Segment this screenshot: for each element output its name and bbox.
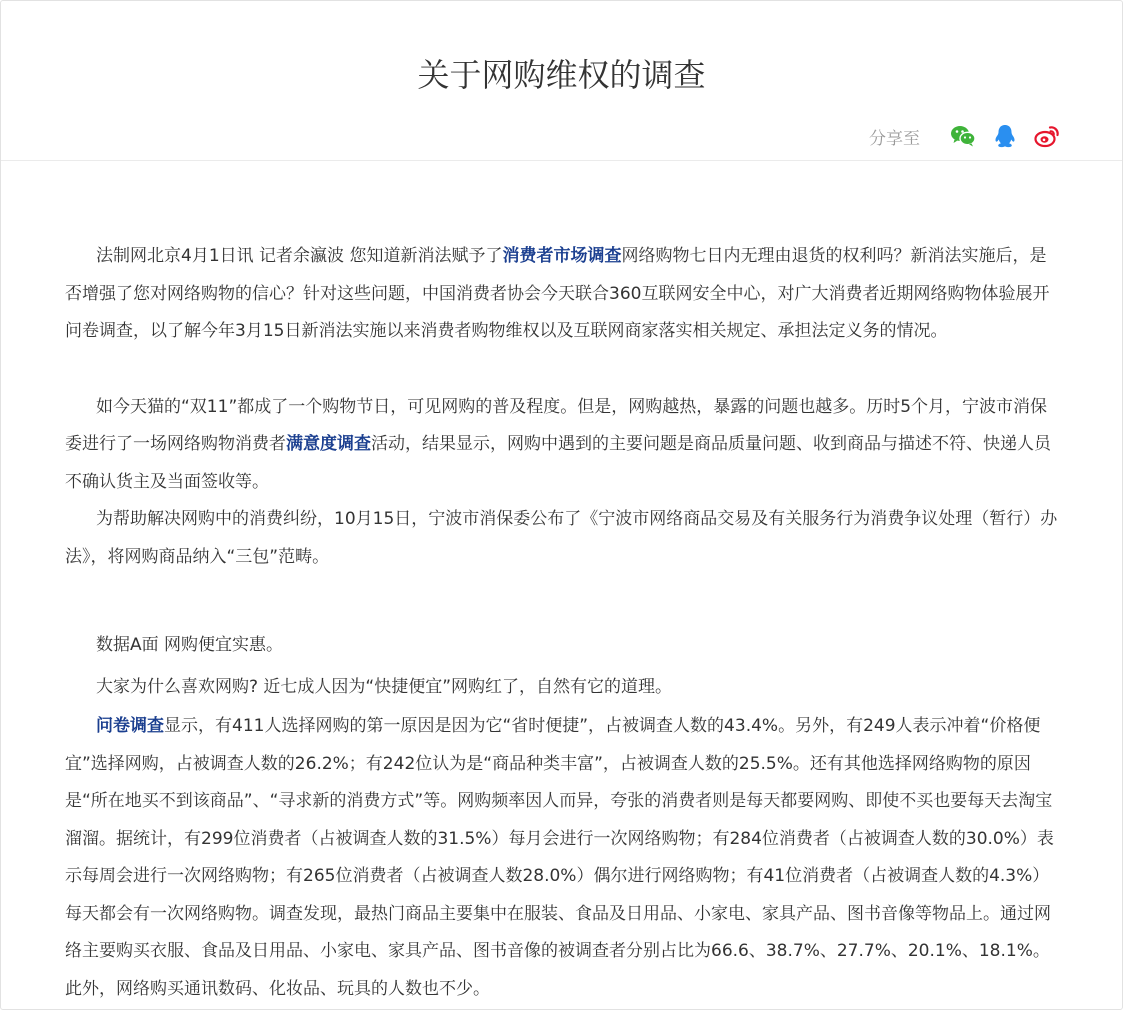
article-header xyxy=(1,1,1122,161)
share-label: 分享至 xyxy=(869,128,920,149)
weibo-icon[interactable] xyxy=(1034,123,1060,149)
paragraph-text: 显示，有411人选择网购的第一原因是因为它“省时便捷”，占被调查人数的43.4%。另外，有249人表示冲着“价格便宜”选择网购，占被调查人数的26.2%；有242位认为是“商品种类丰富”，占被调查人数的25.5%。还有其他选择网络购物的原因是“所在地买不到该商品”、“寻求新的消费方式”等。网购频率因人而异，夸张的消费者则是每天都要网购、即使不买也要每天去淘宝溜溜。据统计，有299位消费者（占被调查人数的31.5%）每月会进行一次网络购物；有284位消费者（占被调查人数的30.0%）表示每周会进行一次网络购物；有265位消费者（占被调查人数28.0%）偶尔进行网络购物；有41位消费者（占被调查人数的4.3%）每天都会有一次网络购物。调查发现，最热门商品主要集中在服装、食品及日用品、小家电、家具产品、图书音像等物品上。通过网络主要购买衣服、食品及日用品、小家电、家具产品、图书音像的被调查者分别占比为66.6、38.7%、27.7%、20.1%、18.1%。此外，网络购买通讯数码、化妆品、玩具的人数也不少。 xyxy=(65,716,1054,999)
paragraph-text: 网络购物七日内无理由退货的权利吗？新消法实施后，是否增强了您对网络购物的信心？针对这些问题，中国消费者协会今天联合360互联网安全中心，对广大消费者近期网络购物体验展开问卷调查，以了解今年3月15日新消法实施以来消费者购物维权以及互联网商家落实相关规定、承担法定义务的情况。 xyxy=(65,246,1050,341)
article-body xyxy=(65,238,1063,1008)
keyword-link-consumer-market-survey[interactable]: 消费者市场调查 xyxy=(502,246,622,266)
paragraph-survey-results xyxy=(65,708,1063,1008)
paragraph-text: 如今天猫的“双11”都成了一个购物节日，可见网购的普及程度。但是，网购越热，暴露的问题也越多。历时5个月，宁波市消保委进行了一场网络购物消费者 xyxy=(65,396,1048,454)
paragraph-why-online: 大家为什么喜欢网购? 近七成人因为“快捷便宜”网购红了，自然有它的道理。 xyxy=(96,677,673,697)
paragraph-ningbo-rules: 为帮助解决网购中的消费纠纷，10月15日，宁波市消保委公布了《宁波市网络商品交易及有关服务行为消费争议处理（暂行）办法》，将网购商品纳入“三包”范畴。 xyxy=(65,509,1058,567)
share-bar xyxy=(869,121,1060,151)
wechat-icon[interactable] xyxy=(950,123,976,149)
page-title: 关于网购维权的调查 xyxy=(417,56,706,94)
keyword-link-satisfaction-survey[interactable]: 满意度调查 xyxy=(286,434,371,454)
paragraph-double11 xyxy=(65,389,1063,502)
qq-icon[interactable] xyxy=(992,123,1018,149)
keyword-link-questionnaire[interactable]: 问卷调查 xyxy=(96,716,164,736)
paragraph-data-a: 数据A面 网购便宜实惠。 xyxy=(96,635,284,655)
paragraph-text: 活动，结果显示，网购中遇到的主要问题是商品质量问题、收到商品与描述不符、快递人员不确认货主及当面签收等。 xyxy=(65,434,1051,492)
paragraph-intro xyxy=(65,238,1063,351)
paragraph-text: 法制网北京4月1日讯 记者余瀛波 您知道新消法赋予了 xyxy=(96,246,503,266)
